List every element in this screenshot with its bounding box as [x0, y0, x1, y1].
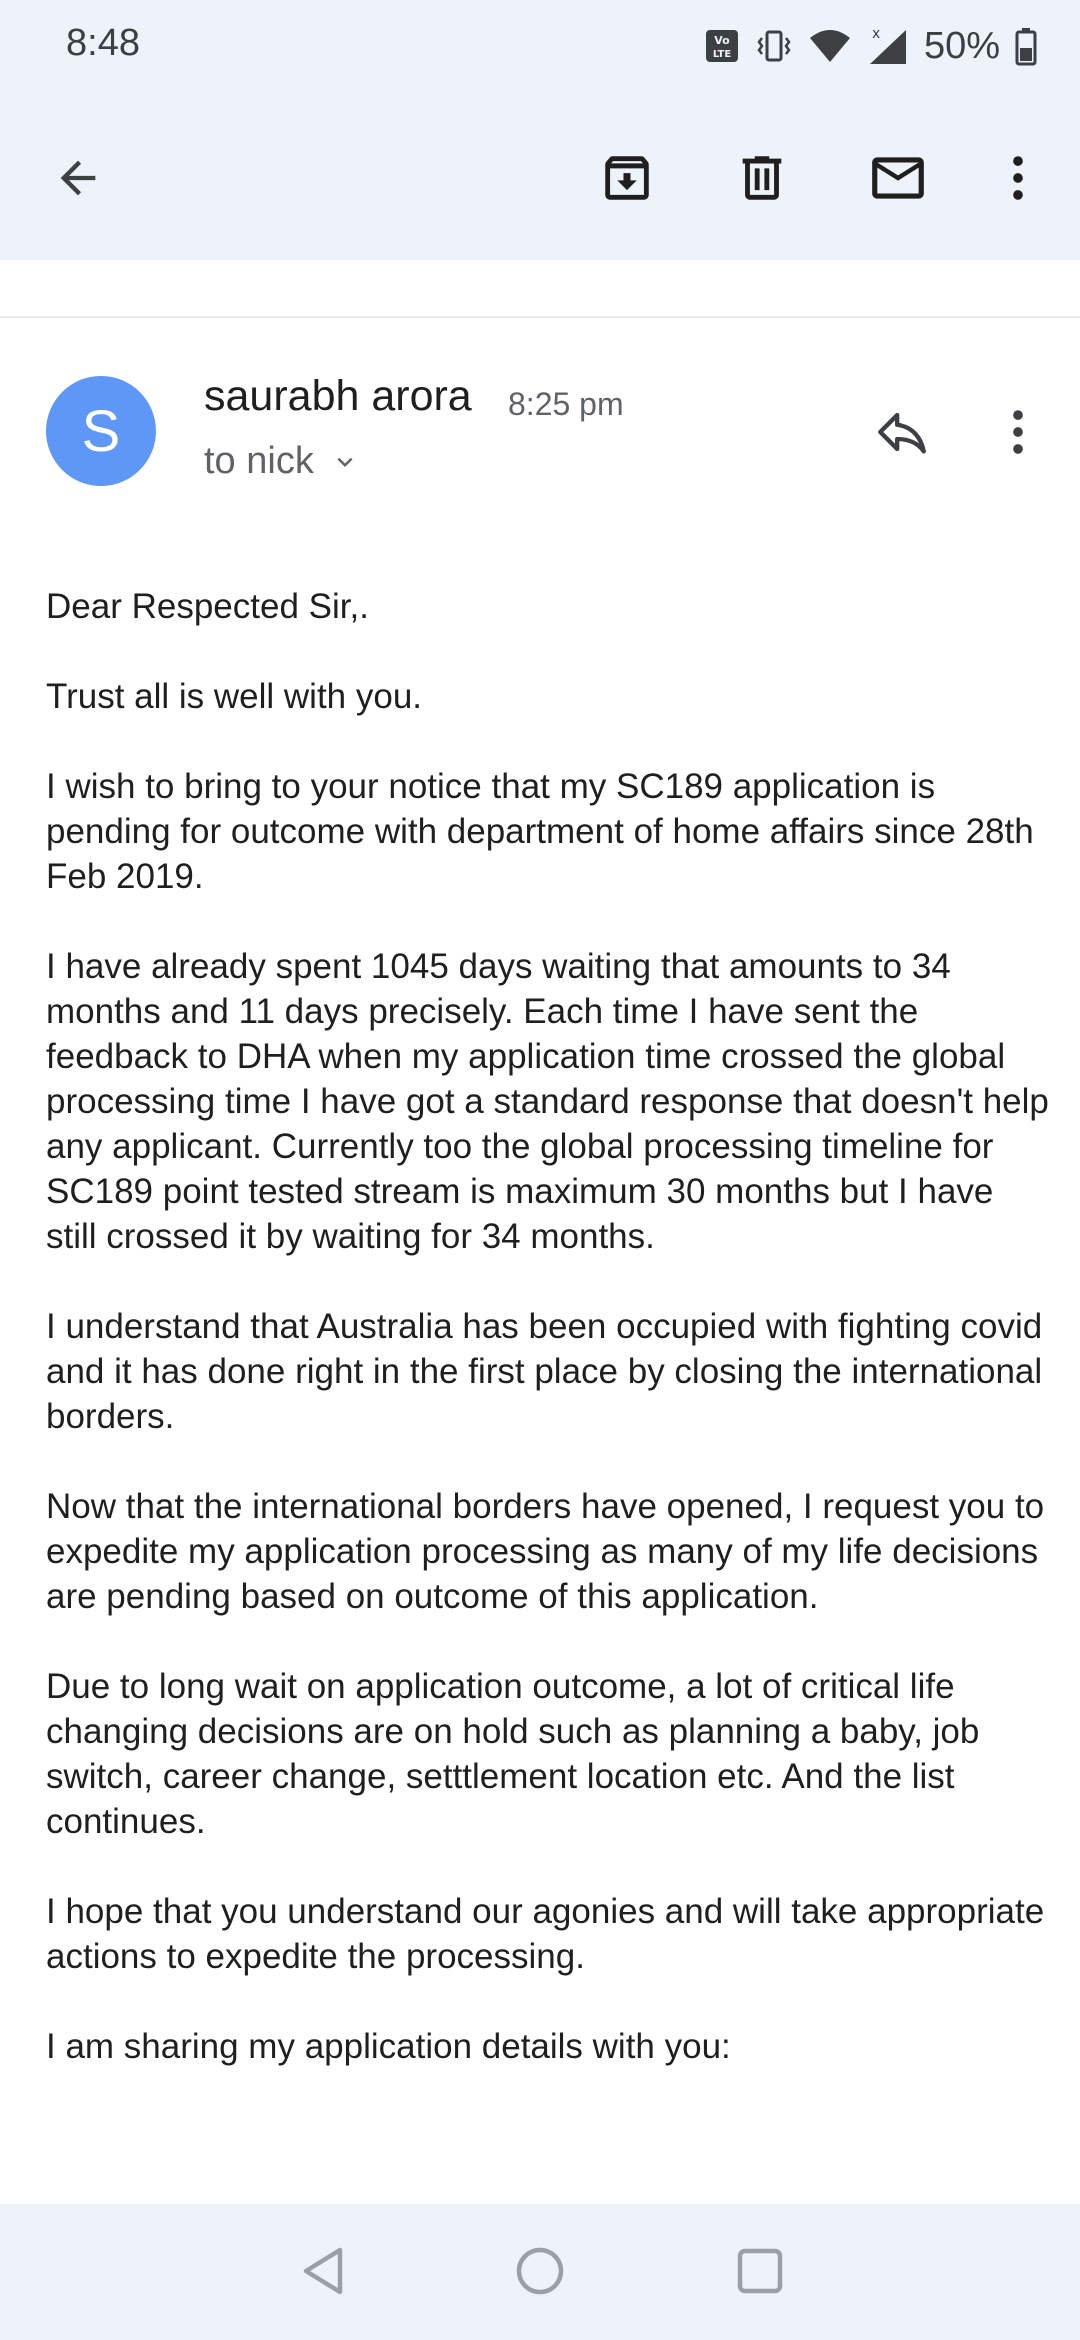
signal-icon [866, 24, 910, 68]
system-nav-bar [0, 2204, 1080, 2340]
body-paragraph: Due to long wait on application outcome, a lot of critical life changing decisions are on hold such as planning a baby, job switch, career change, setttlement location etc. And the list continues. [46, 1667, 980, 1841]
battery-icon [1014, 26, 1038, 66]
body-paragraph: I hope that you understand our agonies and will take appropriate actions to expedite the processing. [46, 1892, 1045, 1976]
nav-back-icon [296, 2244, 350, 2298]
delete-icon [733, 149, 791, 207]
body-paragraph: I have already spent 1045 days waiting that amounts to 34 months and 11 days precisely. Each time I have sent the feedback to DHA when my application time crossed the global processing time I have got a standard response that doesn't help any applicant. Currently too the global processing timeline for SC189 point tested stream is maximum 30 months but I have still crossed it by waiting for 34 months. [46, 947, 1049, 1256]
mark-unread-icon [867, 147, 929, 209]
reply-icon [873, 403, 931, 461]
body-paragraph: I wish to bring to your notice that my SC189 application is pending for outcome with department of home affairs since 28th Feb 2019. [46, 767, 1034, 896]
message-more-button[interactable] [974, 388, 1062, 476]
archive-button[interactable] [583, 134, 671, 222]
sender-name: saurabh arora [204, 372, 472, 420]
body-paragraph: Dear Respected Sir,. [46, 587, 369, 626]
more-vert-icon [989, 149, 1047, 207]
recipient-details-toggle[interactable] [204, 440, 360, 483]
recipient-label: to nick [204, 440, 314, 482]
svg-text:LTE: LTE [712, 49, 732, 60]
body-paragraph: Now that the international borders have opened, I request you to expedite my application processing as many of my life decisions are pending based on outcome of this application. [46, 1487, 1045, 1616]
back-arrow-icon [52, 152, 104, 204]
reply-button[interactable] [858, 388, 946, 476]
volte-icon [704, 28, 740, 64]
wifi-icon [808, 26, 852, 66]
app-bar [0, 96, 1080, 260]
nav-back-button[interactable] [278, 2226, 368, 2316]
nav-home-button[interactable] [495, 2226, 585, 2316]
svg-text:x: x [871, 26, 881, 42]
mark-unread-button[interactable] [854, 134, 942, 222]
status-bar [0, 0, 1080, 96]
nav-recents-icon [733, 2244, 787, 2298]
subject-strip [0, 260, 1080, 318]
nav-recents-button[interactable] [715, 2226, 805, 2316]
back-button[interactable] [34, 134, 122, 222]
status-icons [704, 22, 1038, 70]
delete-button[interactable] [718, 134, 806, 222]
more-vert-icon [989, 403, 1047, 461]
avatar[interactable]: S [46, 376, 156, 486]
archive-icon [598, 149, 656, 207]
body-paragraph: Trust all is well with you. [46, 677, 423, 716]
send-time: 8:25 pm [508, 386, 624, 422]
chevron-down-icon [330, 447, 360, 477]
vibrate-icon [754, 26, 794, 66]
body-paragraph: I am sharing my application details with you: [46, 2027, 731, 2066]
battery-percent: 50% [923, 24, 1000, 67]
more-options-button[interactable] [974, 134, 1062, 222]
email-body [46, 584, 1050, 2114]
svg-text:Vo: Vo [714, 34, 730, 47]
status-time: 8:48 [66, 22, 140, 64]
nav-home-icon [513, 2244, 567, 2298]
body-paragraph: I understand that Australia has been occupied with fighting covid and it has done right in the first place by closing the international borders. [46, 1307, 1043, 1436]
